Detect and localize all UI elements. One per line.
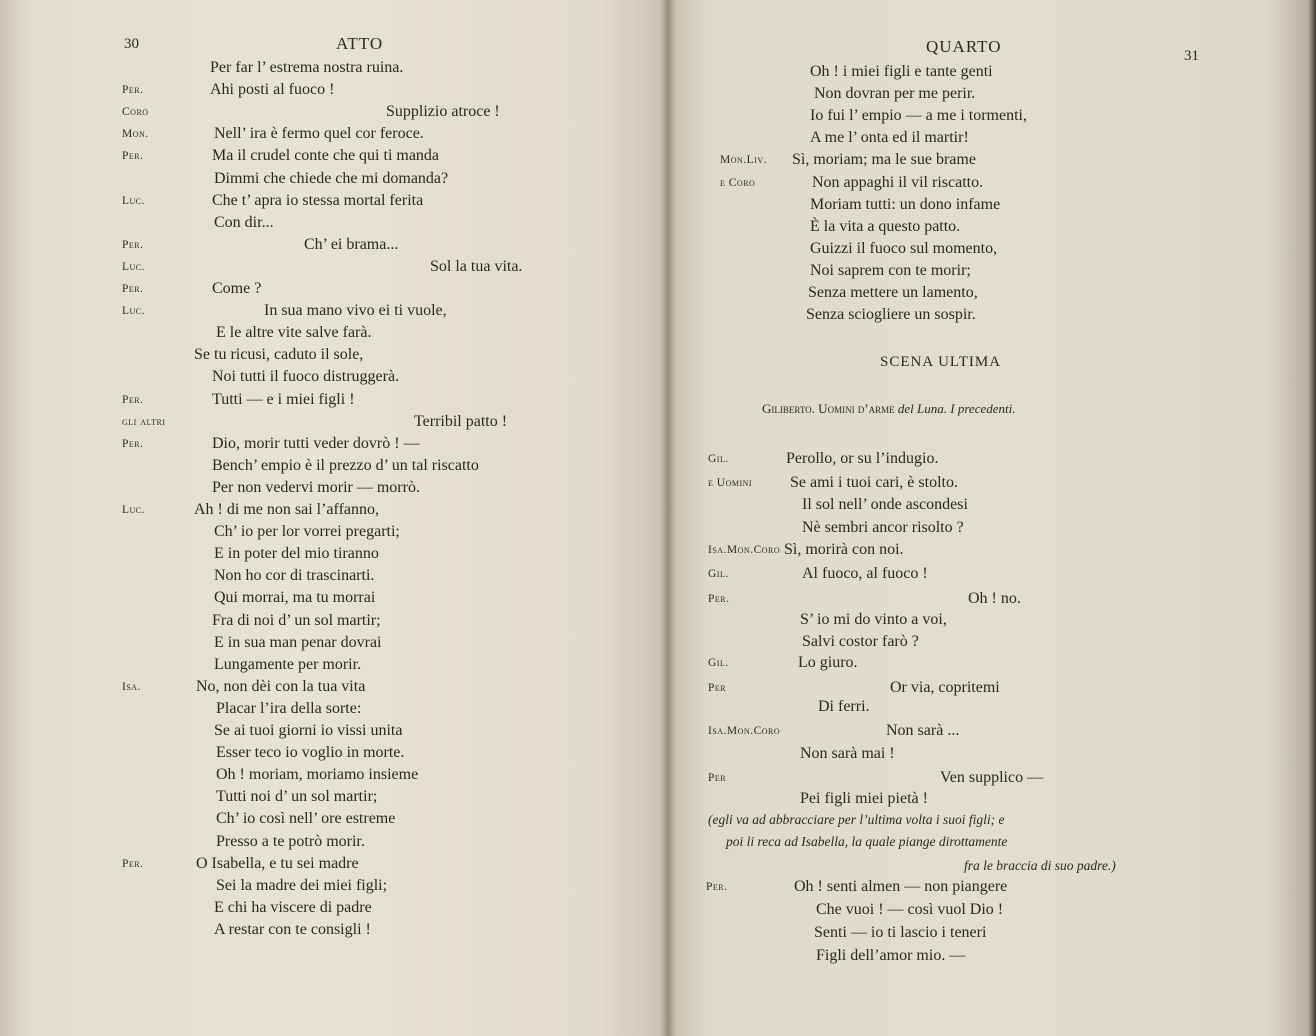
verse-line: Bench’ empio è il prezzo d’ un tal riscatto (212, 456, 479, 474)
verse-line: Tutti noi d’ un sol martir; (216, 788, 378, 806)
verse-line: S’ io mi do vinto a voi, (800, 611, 947, 628)
speaker-label: gli altri (122, 415, 166, 428)
speaker-label: Per. (122, 857, 144, 870)
verse-line: Ch’ io per lor vorrei pregarti; (214, 523, 400, 541)
verse-line: Non dovran per me perir. (814, 85, 976, 103)
speaker-label: Mon. (122, 128, 149, 141)
verse-line: Di ferri. (818, 698, 870, 715)
cast-roman: Giliberto. Uomini d’arme (762, 401, 895, 416)
verse-line: A me l’ onta ed il martir! (810, 129, 969, 147)
verse-line: Ch’ io così nell’ ore estreme (216, 810, 396, 828)
verse-line: Sì, morirà con noi. (784, 541, 904, 558)
verse-line: E chi ha viscere di padre (214, 898, 372, 916)
verse-line: Presso a te potrò morir. (216, 832, 365, 850)
verse-line: E in sua man penar dovrai (214, 633, 382, 651)
verse-line: Lungamente per morir. (214, 655, 362, 673)
page-number-right: 31 (1184, 48, 1199, 64)
verse-line: Se ami i tuoi cari, è stolto. (790, 474, 958, 491)
verse-line: Io fui l’ empio — a me i tormenti, (810, 107, 1027, 125)
speaker-label: Gil. (708, 657, 729, 669)
verse-line: Fra di noi d’ un sol martir; (212, 611, 381, 629)
verse-line: Ah ! di me non sai l’affanno, (194, 501, 379, 518)
verse-line: Or via, copritemi (890, 679, 1000, 696)
speaker-label: Luc. (122, 260, 146, 273)
verse-line: Perollo, or su l’indugio. (786, 450, 939, 467)
verse-line: Senza sciogliere un sospir. (806, 306, 976, 324)
speaker-label: Isa. (122, 680, 141, 693)
cast-italic: del Luna. I precedenti. (897, 401, 1016, 416)
verse-line: Senza mettere un lamento, (808, 284, 978, 301)
speaker-label: Per. (706, 881, 728, 893)
running-header-right: QUARTO (926, 37, 1002, 56)
verse-line: Con dir... (214, 213, 274, 231)
verse-line: Per far l’ estrema nostra ruina. (210, 59, 404, 76)
verse-line: Come ? (212, 280, 262, 297)
verse-line: È la vita a questo patto. (810, 217, 961, 235)
speaker-label: Per. (122, 437, 144, 450)
verse-line: Ma il crudel conte che qui ti manda (212, 147, 440, 165)
speaker-label: Gil. (708, 568, 729, 580)
verse-line: Supplizio atroce ! (386, 103, 500, 121)
speaker-label: Per. (708, 593, 730, 605)
verse-line: Oh ! moriam, moriamo insieme (216, 766, 419, 784)
page-number-left: 30 (124, 36, 139, 52)
verse-line: A restar con te consigli ! (214, 920, 371, 938)
scene-title: SCENA ULTIMA (880, 354, 1002, 370)
right-page (668, 0, 1316, 1036)
verse-line: Che t’ apra io stessa mortal ferita (212, 191, 424, 209)
verse-line: Noi saprem con te morir; (810, 261, 971, 279)
verse-line: E in poter del mio tiranno (214, 545, 379, 563)
verse-line: O Isabella, e tu sei madre (196, 854, 359, 872)
verse-line: Per non vedervi morir — morrò. (212, 478, 420, 496)
verse-line: Pei figli miei pietà ! (800, 790, 928, 807)
speaker-label: Per. (122, 150, 144, 163)
verse-line: Dio, morir tutti veder dovrò ! — (212, 434, 420, 452)
stage-direction-line: poi li reca ad Isabella, la quale piange dirottamente (726, 834, 1008, 849)
speaker-label: Gil. (708, 453, 729, 465)
verse-line: Se tu ricusi, caduto il sole, (194, 346, 364, 364)
verse-line: Non sarà mai ! (800, 745, 895, 762)
verse-line: Non sarà ... (886, 722, 960, 739)
verse-line: Sì, moriam; ma le sue brame (792, 151, 976, 169)
running-header-left: ATTO (336, 34, 384, 53)
verse-line: Noi tutti il fuoco distruggerà. (212, 368, 400, 386)
verse-line: Terribil patto ! (414, 412, 508, 430)
verse-line: Dimmi che chiede che mi domanda? (214, 169, 449, 187)
verse-line: Nè sembri ancor risolto ? (802, 519, 964, 536)
book-gutter (660, 0, 676, 1036)
verse-line: Moriam tutti: un dono infame (810, 195, 1001, 213)
cast-line (762, 401, 1015, 417)
verse-line: Non ho cor di trascinarti. (214, 567, 375, 585)
verse-line: Guizzi il fuoco sul momento, (810, 239, 998, 257)
verse-line: Non appaghi il vil riscatto. (812, 173, 984, 191)
verse-line: Figli dell’amor mio. — (816, 947, 966, 964)
speaker-label: Luc. (122, 305, 146, 318)
verse-line: Oh ! i miei figli e tante genti (810, 63, 993, 80)
verse-line: Oh ! senti almen — non piangere (794, 878, 1008, 895)
verse-line: Esser teco io voglio in morte. (216, 744, 405, 762)
speaker-label: Per. (122, 393, 144, 406)
stage-direction-line: (egli va ad abbracciare per l’ultima volta i suoi figli; e (708, 812, 1005, 827)
verse-line: Tutti — e i miei figli ! (212, 390, 355, 408)
speaker-label: Per. (122, 238, 144, 251)
speaker-label: Per (708, 772, 727, 784)
verse-line: In sua mano vivo ei ti vuole, (264, 302, 447, 320)
speaker-label: Mon.Liv. (720, 154, 767, 167)
speaker-label: Per. (122, 84, 144, 97)
verse-line: Ven supplico — (940, 769, 1044, 786)
verse-line: Oh ! no. (968, 590, 1021, 607)
verse-line: Qui morrai, ma tu morrai (214, 589, 376, 607)
speaker-label: Isa.Mon.Coro (708, 544, 781, 556)
verse-line: Il sol nell’ onde ascondesi (802, 496, 968, 513)
verse-line: Sol la tua vita. (430, 257, 523, 275)
speaker-label: Per. (122, 283, 144, 295)
verse-line: Ahi posti al fuoco ! (210, 81, 335, 99)
verse-line: Ch’ ei brama... (304, 235, 399, 253)
verse-line: Lo giuro. (798, 654, 858, 671)
speaker-label: Isa.Mon.Coro (708, 725, 781, 737)
verse-line: Sei la madre dei miei figli; (216, 876, 388, 894)
verse-line: Placar l’ira della sorte: (216, 699, 362, 717)
verse-line: Se ai tuoi giorni io vissi unita (214, 722, 403, 739)
speaker-label: Coro (122, 106, 149, 119)
speaker-label: Luc. (122, 194, 146, 207)
verse-line: E le altre vite salve farà. (216, 324, 372, 342)
verse-line: Che vuoi ! — così vuol Dio ! (816, 901, 1004, 918)
speaker-label: Luc. (122, 504, 146, 516)
verse-line: No, non dèi con la tua vita (196, 677, 366, 695)
speaker-label: Per (708, 682, 727, 694)
verse-line: Salvi costor farò ? (802, 633, 919, 650)
speaker-label: e Coro (720, 176, 756, 189)
speaker-label: e Uomini (708, 477, 753, 489)
verse-line: Al fuoco, al fuoco ! (802, 565, 928, 582)
stage-direction-line: fra le braccia di suo padre.) (964, 858, 1116, 873)
verse-line: Nell’ ira è fermo quel cor feroce. (214, 125, 424, 143)
verse-line: Senti — io ti lascio i teneri (814, 924, 987, 941)
